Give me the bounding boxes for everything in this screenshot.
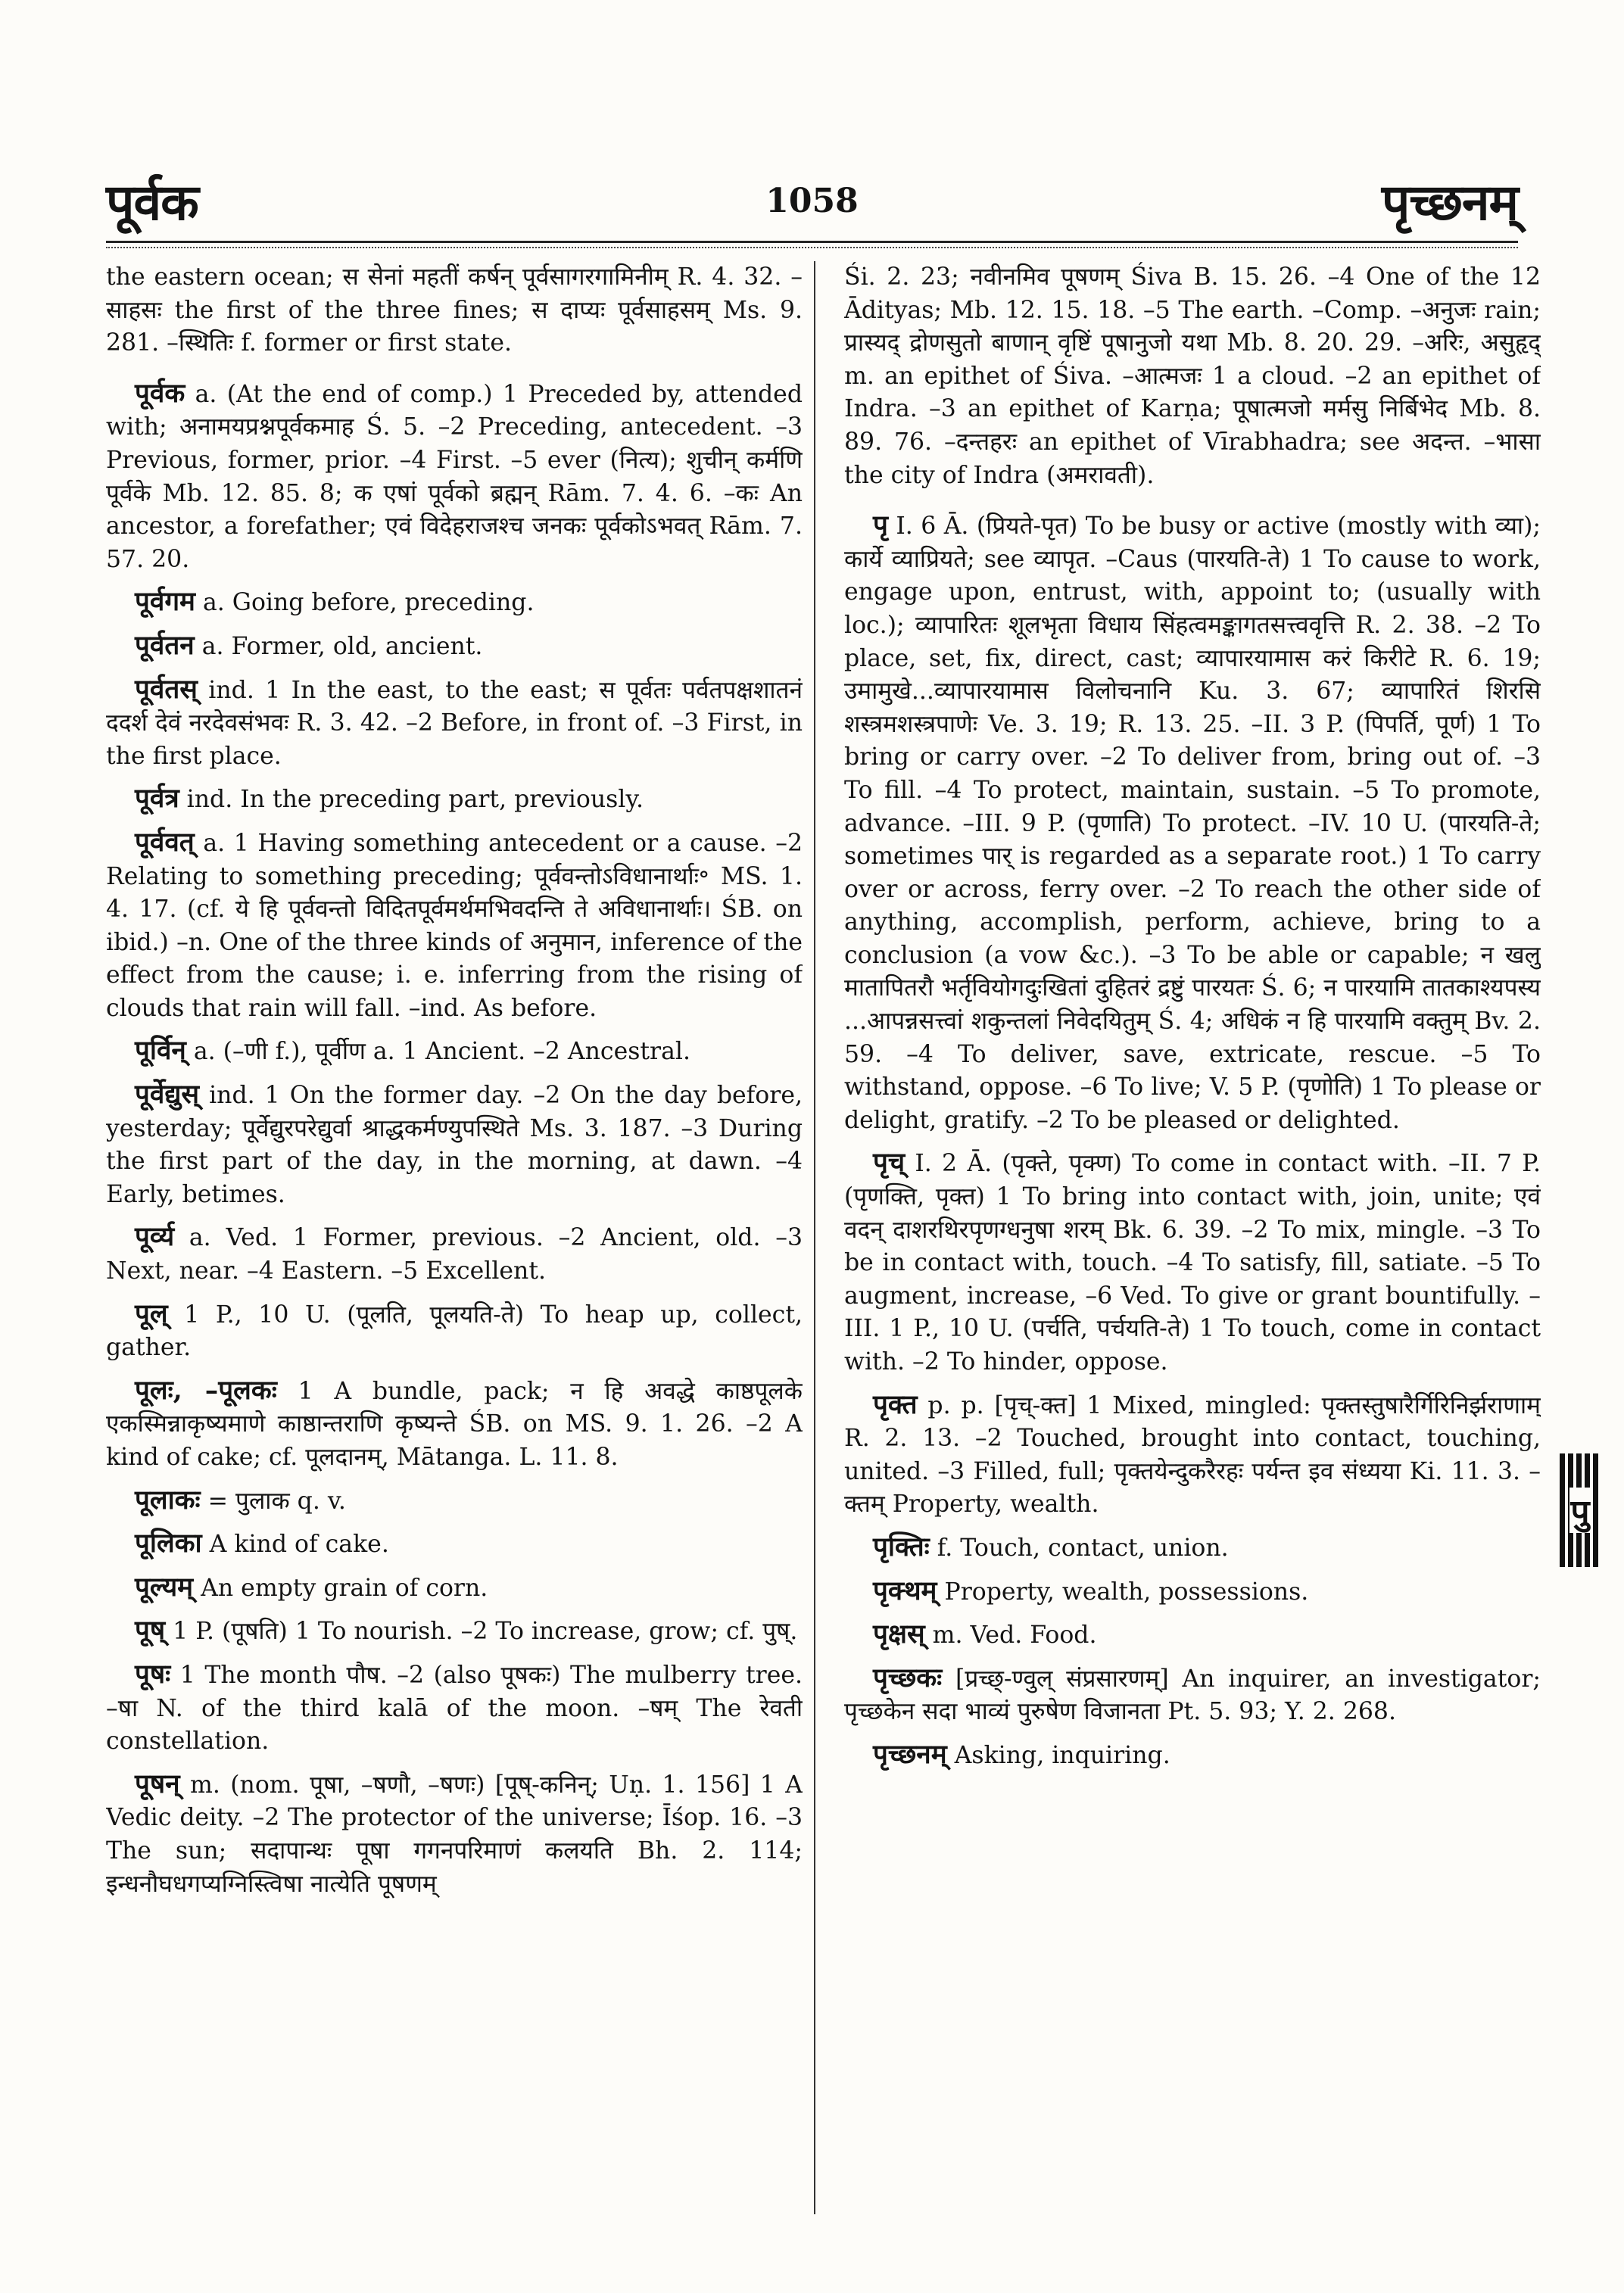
dictionary-entry: [106, 1658, 803, 1759]
header-rule: [106, 241, 1518, 243]
dictionary-entry: [844, 1146, 1541, 1379]
entry-headword: पूलः, –पूलकः: [135, 1374, 277, 1406]
entry-headword: पूर्वतस्: [135, 673, 198, 705]
page-header: [106, 159, 1518, 242]
entry-definition: Property, wealth, possessions.: [937, 1578, 1309, 1606]
entry-definition: ind. 1 On the former day. –2 On the day before, yesterday; पूर्वेद्युरपरेद्युर्वा श्राद्धकर्मण्युपस्थिते Ms. 3. 187. –3 During the first part of the day, in the morning, at dawn. –4 Early, betimes.: [106, 1082, 803, 1208]
entry-definition: a. 1 Having something antecedent or a cause. –2 Relating to something preceding; पूर्ववन्तोऽविधानार्थाः॰ MS. 1. 4. 17. (cf. ये हि पूर्ववन्तो विदितपूर्वमर्थमभिवदन्ति ते अविधानार्थाः। ŚB. on ibid.) –n. One of the three kinds of अनुमान, inference of the effect from the cause; i. e. inferring from the rising of clouds that rain will fall. –ind. As before.: [106, 829, 803, 1022]
dictionary-entry: [106, 1527, 803, 1562]
entry-headword: पूलिका: [135, 1528, 202, 1559]
entry-definition: I. 6 Ā. (प्रियते-पृत) To be busy or active (mostly with व्या); कार्ये व्याप्रियते; see व्यापृत. –Caus (पारयति-ते) 1 To cause to work, engage upon, entrust, with, appoint to; (usually with loc.); व्यापारितः शूलभृता विधाय सिंहत्वमङ्कागतसत्त्ववृत्ति R. 2. 38. –2 To place, set, fix, direct, cast; व्यापारयामास करं किरीटे R. 6. 19; उमामुखे...व्यापारयामास विलोचनानि Ku. 3. 67; व्यापारितं शिरसि शस्त्रमशस्त्रपाणेः Ve. 3. 19; R. 13. 25. –II. 3 P. (पिपर्ति, पूर्ण) 1 To bring or carry over. –2 To deliver from, bring out of. –3 To fill. –4 To protect, maintain, sustain. –5 To promote, advance. –III. 9 P. (पृणाति) To protect. –IV. 10 U. (पारयति-ते; sometimes पार् is regarded as a separate root.) 1 To carry over or across, ferry over. –2 To reach the other side of anything, accomplish, perform, achieve, bring to a conclusion (a vow &c.). –3 To be able or capable; न खलु मातापितरौ भर्तृवियोगदुःखितां दुहितरं द्रष्टुं पारयतः Ś. 6; न पारयामि तातकाश्यपस्य ...आपन्नसत्त्वां शकुन्तलां निवेदयितुम् Ś. 4; अधिकं न हि पारयामि वक्तुम् Bv. 2. 59. –4 To deliver, save, extricate, rescue. –5 To withstand, oppose. –6 To live; V. 5 P. (पृणोति) 1 To please or delight, gratify. –2 To be pleased or delighted.: [844, 512, 1541, 1134]
header-left-guide-word: पूर्वक: [106, 173, 198, 232]
page-number: 1058: [765, 182, 859, 220]
entry-headword: पूल्यम्: [135, 1571, 194, 1603]
entry-headword: पूषन्: [135, 1768, 180, 1799]
entry-headword: पृक्त: [873, 1388, 918, 1420]
header-right-guide-word: पृच्छनम्: [1381, 173, 1518, 232]
dictionary-entry: [844, 1388, 1541, 1522]
entry-definition: I. 2 Ā. (पृक्ते, पृक्ण) To come in contact with. –II. 7 P. (पृणक्ति, पृक्त) 1 To bring into contact with, join, unite; एवं वदन् दाशरथिरपृणग्धनुषा शरम् Bk. 6. 39. –2 To mix, mingle. –3 To be in contact with, touch. –4 To satisfy, fill, satiate. –5 To augment, increase, –6 Ved. To give or grant bountifully. –III. 1 P., 10 U. (पर्चति, पर्चयति-ते) 1 To touch, come in contact with. –2 To hinder, oppose.: [844, 1150, 1541, 1375]
entry-definition: m. (nom. पूषा, –षणौ, –षणः) [पूष्-कनिन्; Uṇ. 1. 156] 1 A Vedic deity. –2 The protector of the universe; Īśop. 16. –3 The sun; सदापान्थः पूषा गगनपरिमाणं कलयति Bh. 2. 114; इन्धनौघधगप्यग्निस्त्विषा नात्येति पूषणम्: [106, 1771, 803, 1898]
entry-headword: पूष्: [135, 1615, 166, 1647]
entry-headword: पूर्वतन: [135, 629, 195, 661]
entry-definition: An empty grain of corn.: [193, 1574, 488, 1602]
entry-definition: ind. 1 In the east, to the east; स पूर्वतः पर्वतपक्षशातनं ददर्श देवं नरदेवसंभवः R. 3. 42. –2 Before, in front of. –3 First, in the first place.: [106, 676, 803, 770]
entry-definition: ind. In the preceding part, previously.: [179, 786, 644, 814]
dictionary-entry: [844, 509, 1541, 1137]
dictionary-entry: [106, 1034, 803, 1069]
entry-definition: = पुलाक q. v.: [200, 1487, 346, 1515]
entry-headword: पूल्: [135, 1298, 168, 1329]
dictionary-entry: [106, 1768, 803, 1901]
entry-definition: a. Going before, preceding.: [195, 589, 535, 617]
dictionary-entry: [106, 1484, 803, 1519]
entry-headword: पूषः: [135, 1658, 171, 1690]
thumb-index-tab: [1560, 1453, 1601, 1567]
entry-definition: p. p. [पृच्-क्त] 1 Mixed, mingled: पृक्तस्तुषारैर्गिरिनिर्झराणाम् R. 2. 13. –2 Touched, brought into contact, touching, united. –3 Filled, full; पृक्तयेन्दुकरैरहः पर्यन्त इव संध्यया Ki. 11. 3. –क्तम् Property, wealth.: [844, 1391, 1541, 1519]
entry-definition: A kind of cake.: [201, 1531, 389, 1559]
entry-definition: a. (–णी f.), पूर्वीण a. 1 Ancient. –2 Ancestral.: [185, 1038, 690, 1066]
thumb-index-letter: पु: [1569, 1488, 1591, 1533]
dictionary-entry: [106, 1220, 803, 1288]
entry-headword: पृक्तिः: [873, 1531, 930, 1562]
entry-headword: पृच्छनम्: [873, 1738, 947, 1770]
entry-headword: पूर्वत्र: [135, 783, 179, 815]
entry-definition: Asking, inquiring.: [946, 1741, 1170, 1769]
dictionary-entry: [844, 1738, 1541, 1773]
entry-headword: पूर्व्य: [135, 1221, 175, 1253]
entry-definition: f. Touch, contact, union.: [929, 1534, 1229, 1562]
dictionary-entry: [106, 1614, 803, 1649]
dictionary-entry: [844, 1618, 1541, 1653]
entry-definition: a. Former, old, ancient.: [194, 632, 483, 660]
entry-definition: Śi. 2. 23; नवीनमिव पूषणम् Śiva B. 15. 26. –4 One of the 12 Ādityas; Mb. 12. 15. 18. –5 The earth. –Comp. –अनुजः rain; प्रास्यद् द्रोणसुतो बाणान् वृष्टिं पूषानुजो यथा Mb. 8. 20. 29. –अरिः, असुहृद् m. an epithet of Śiva. –आत्मजः 1 a cloud. –2 an epithet of Indra. –3 an epithet of Karṇa; पूषात्मजो मर्मसु निर्बिभेद Mb. 8. 89. 76. –दन्तहरः an epithet of Vīrabhadra; see अदन्त. –भासा the city of Indra (अमरावती).: [844, 263, 1541, 489]
entry-headword: पूर्वगम: [135, 586, 195, 618]
entry-headword: पृक्षस्: [873, 1618, 925, 1650]
entry-headword: पूर्वक: [135, 377, 185, 409]
entry-definition: a. Ved. 1 Former, previous. –2 Ancient, old. –3 Next, near. –4 Eastern. –5 Excellent.: [106, 1224, 803, 1285]
entry-definition: 1 A bundle, pack; न हि अवद्धे काष्ठपूलके एकस्मिन्नाकृष्यमाणे काष्ठान्तराणि कृष्यन्ते ŚB. on MS. 9. 1. 26. –2 A kind of cake; cf. पूलदानम्, Mātanga. L. 11. 8.: [106, 1377, 803, 1471]
entry-headword: पूर्विन्: [135, 1035, 186, 1067]
entry-definition: a. (At the end of comp.) 1 Preceded by, attended with; अनामयप्रश्नपूर्वकमाह Ś. 5. –2 Preceding, antecedent. –3 Previous, former, prior. –4 First. –5 ever (नित्य); शुचीन् कर्मणि पूर्वके Mb. 12. 85. 8; क एषां पूर्वको ब्रह्मन् Rām. 7. 4. 6. –कः An ancestor, a forefather; एवं विदेहराजश्च जनकः पूर्वकोऽभवत् Rām. 7. 57. 20.: [106, 380, 803, 573]
left-column: [106, 261, 803, 2222]
entry-headword: पृच्: [873, 1147, 906, 1179]
entry-definition: 1 P., 10 U. (पूलति, पूलयति-ते) To heap up, collect, gather.: [106, 1301, 803, 1362]
entry-headword: पूलाकः: [135, 1484, 201, 1516]
dictionary-entry: [844, 261, 1541, 492]
entry-headword: पूर्वेद्युस्: [135, 1079, 200, 1111]
column-divider: [814, 261, 815, 2214]
entry-definition: 1 The month पौष. –2 (also पूषकः) The mulberry tree. –षा N. of the third kalā of the moon. –षम् The रेवती constellation.: [106, 1661, 803, 1756]
dictionary-entry: [106, 1298, 803, 1365]
dictionary-entry: [106, 673, 803, 774]
entry-headword: पृच्छकः: [873, 1662, 943, 1693]
header-dotted-rule: [106, 247, 1518, 248]
dictionary-entry: [106, 629, 803, 664]
dictionary-entry: [106, 377, 803, 577]
entry-definition: 1 P. (पूषति) 1 To nourish. –2 To increase, grow; cf. पुष्.: [165, 1618, 798, 1646]
dictionary-entry: [106, 1374, 803, 1475]
entry-definition: m. Ved. Food.: [924, 1622, 1097, 1650]
dictionary-entry: [844, 1662, 1541, 1729]
dictionary-entry: [106, 1571, 803, 1606]
entry-definition: [प्रच्छ्-ण्वुल् संप्रसारणम्] An inquirer, an investigator; पृच्छकेन सदा भाव्यं पुरुषेण विजानता Pt. 5. 93; Y. 2. 268.: [844, 1665, 1541, 1726]
dictionary-entry: [844, 1531, 1541, 1566]
dictionary-entry: [106, 1078, 803, 1211]
entry-definition: the eastern ocean; स सेनां महतीं कर्षन् पूर्वसागरगामिनीम् R. 4. 32. –साहसः the first of the three fines; स दाप्यः पूर्वसाहसम् Ms. 9. 281. –स्थितिः f. former or first state.: [106, 263, 803, 357]
dictionary-entry: [844, 1575, 1541, 1609]
right-column: [844, 261, 1541, 2222]
dictionary-entry: [106, 826, 803, 1026]
dictionary-entry: [106, 585, 803, 620]
entry-headword: पूर्ववत्: [135, 826, 195, 858]
dictionary-entry: [106, 261, 803, 360]
dictionary-entry: [106, 782, 803, 817]
entry-headword: पृक्थम्: [873, 1575, 937, 1606]
entry-headword: पृ: [873, 509, 888, 541]
